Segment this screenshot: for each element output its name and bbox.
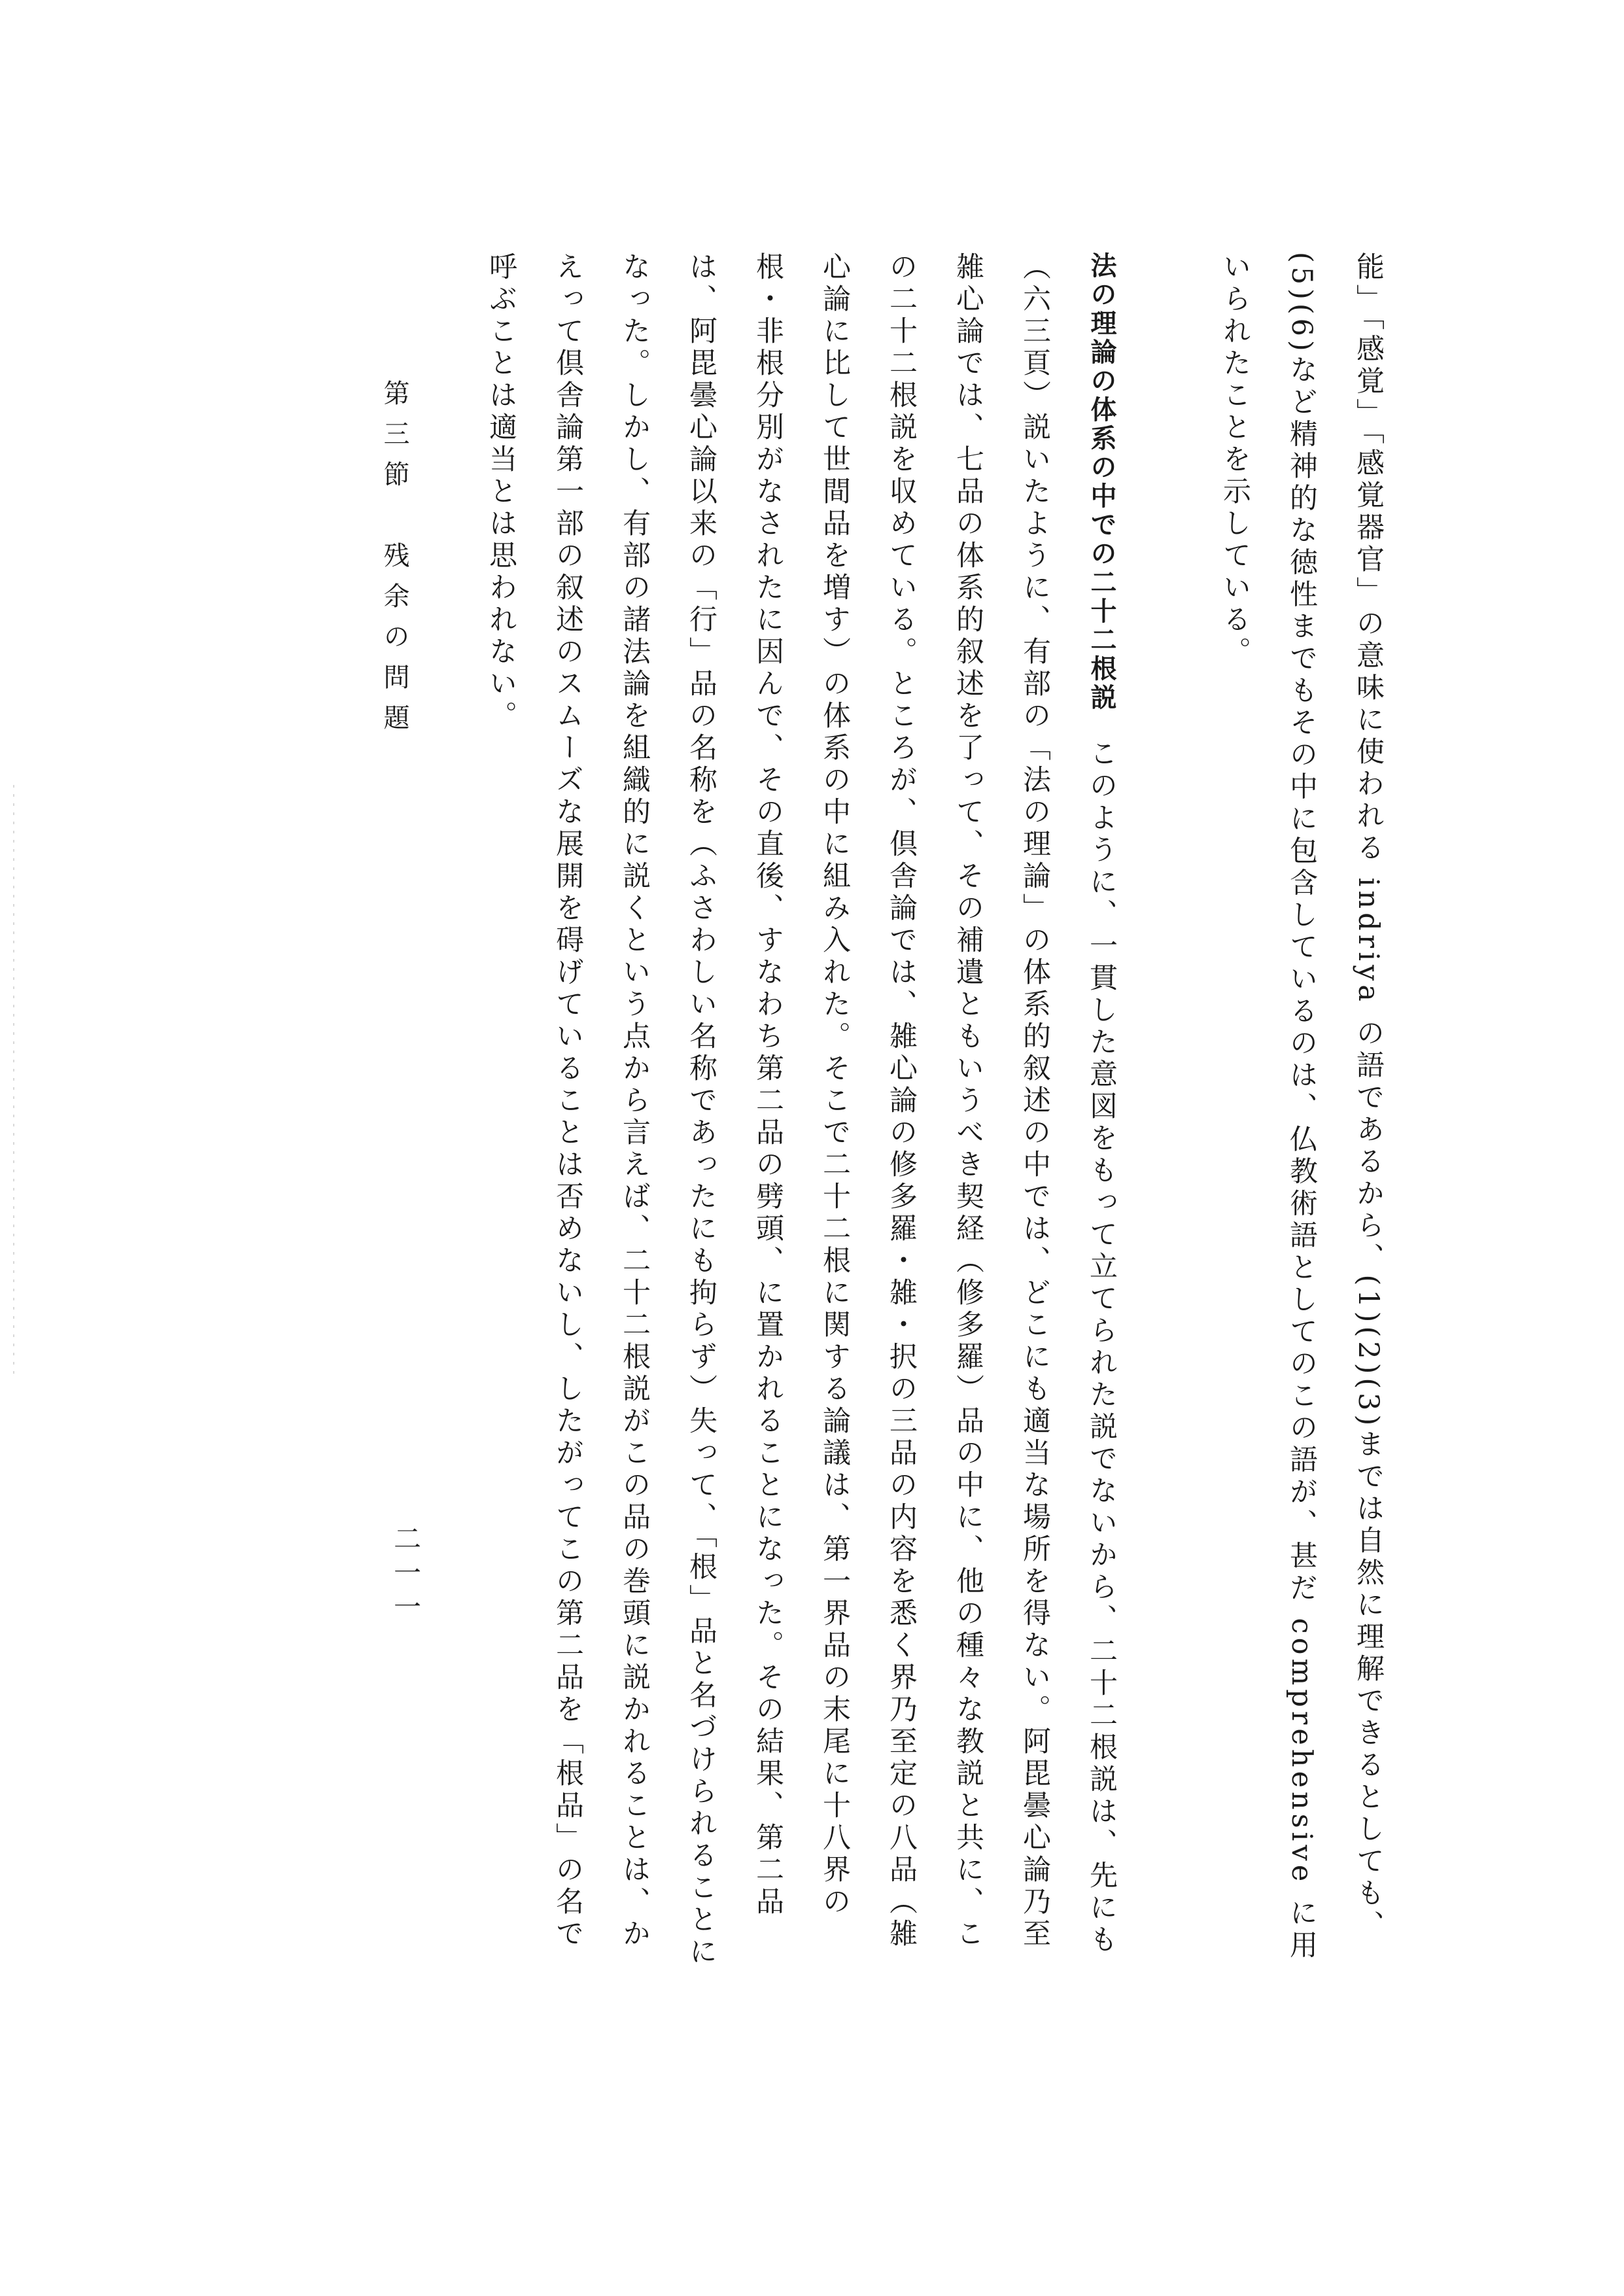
paragraph-text: このように、一貫した意図をもって立てられた説でないから、二十二根説は、先にも（六三頁）説いたように、有部の「法の理論」の体系的叙述の中では、どこにも適当な場所を得ない。阿毘曇心論乃至雑心論では、七品の体系的叙述を了って、その補遺ともいうべき契経（修多羅）品の中に、他の種々な教説と共に、この二十二根説を収めている。ところが、倶舎論では、雑心論の修多羅・雑・択の三品の内容を悉く界乃至定の八品（雑心論に比して世間品を増す）の体系の中に組み入れた。そこで二十二根に関する論議は、第一界品の末尾に十八界の根・非根分別がなされたに因んで、その直後、すなわち第二品の劈頭、に置かれることになった。その結果、第二品は、阿毘曇心論以来の「行」品の名称を（ふさわしい名称であったにも拘らず）失って、「根」品と名づけられることになった。しかし、有部の諸法論を組織的に説くという点から言えば、二十二根説がこの品の巻頭に説かれることは、かえって倶舎論第一部の叙述のスムーズな展開を碍げていることは否めないし、したがってこの第二品を「根品」の名で呼ぶことは適当とは思われない。: [485, 252, 1118, 1969]
running-head: 第三節 残余の問題: [379, 379, 409, 744]
paragraph-twenty-two-faculties: [468, 252, 1135, 1979]
body-text: [468, 252, 1402, 1979]
page-number: 二一一: [390, 1524, 422, 1626]
paragraph-indriya: [1201, 252, 1402, 1979]
scan-edge-mark: [13, 785, 14, 1374]
paragraph-text: 能」「感覚」「感覚器官」の意味に使われる indriya の語であるから、(1)(2)(3)までは自然に理解できるとしても、(5)(6)など精神的な徳性までもその中に包含しているのは、仏教術語としてのこの語が、甚だ comprehensive に用いられたことを示している。: [1218, 252, 1385, 1962]
section-heading: 法の理論の体系の中での二十二根説: [1086, 252, 1116, 712]
